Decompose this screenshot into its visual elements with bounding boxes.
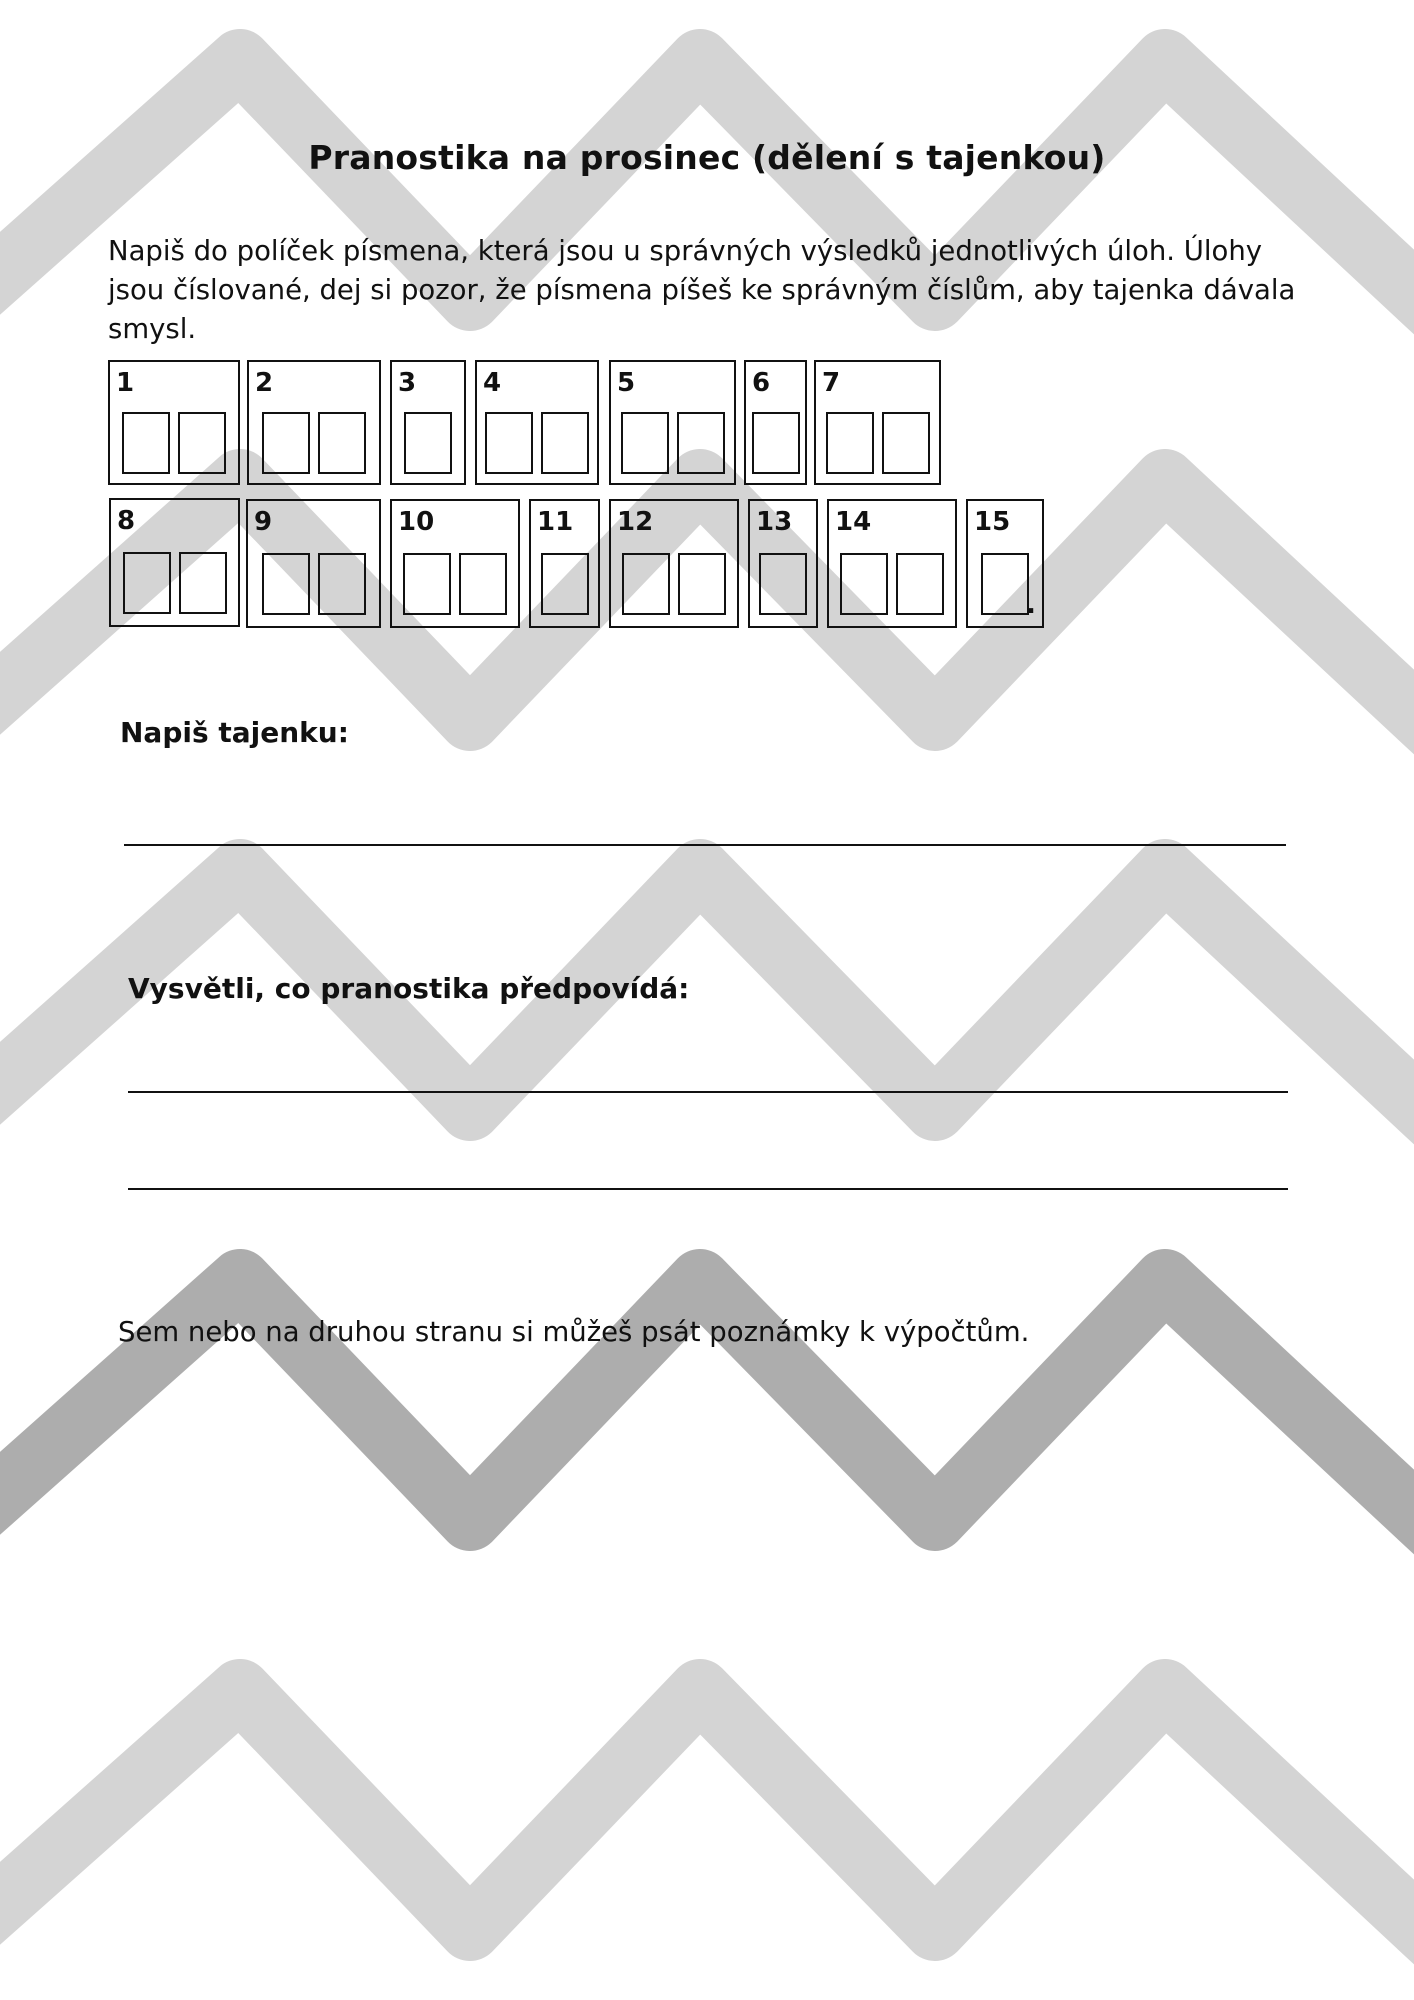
puzzle-cell-number: 3 (398, 368, 417, 398)
puzzle-cell-number: 13 (756, 507, 793, 537)
letter-box[interactable] (403, 553, 451, 615)
puzzle-cell-number: 4 (483, 368, 502, 398)
letter-box[interactable] (318, 553, 366, 615)
puzzle-cell-7 (814, 360, 941, 485)
secret-label: Napiš tajenku: (120, 716, 349, 749)
puzzle-cell-3 (390, 360, 466, 485)
puzzle-cell-number: 8 (117, 506, 136, 536)
letter-box[interactable] (759, 553, 807, 615)
letter-box[interactable] (179, 552, 227, 614)
letter-box[interactable] (485, 412, 533, 474)
puzzle-cell-1 (108, 360, 240, 485)
explain-answer-line-2[interactable] (128, 1188, 1288, 1190)
letter-box[interactable] (318, 412, 366, 474)
letter-box[interactable] (622, 553, 670, 615)
letter-box[interactable] (677, 412, 725, 474)
explain-answer-line-1[interactable] (128, 1091, 1288, 1093)
puzzle-cell-number: 2 (255, 368, 274, 398)
letter-box[interactable] (262, 412, 310, 474)
instructions-text: Napiš do políček písmena, která jsou u správných výsledků jednotlivých úloh. Úlohy jsou číslované, dej si pozor, že písmena píšeš ke správným číslům, aby tajenka dávala smysl. (108, 235, 1296, 345)
letter-box[interactable] (882, 412, 930, 474)
puzzle-cell-13 (748, 499, 818, 628)
letter-box[interactable] (896, 553, 944, 615)
puzzle-cell-number: 15 (974, 507, 1011, 537)
puzzle-cell-12 (609, 499, 739, 628)
puzzle-cell-11 (529, 499, 600, 628)
puzzle-cell-number: 5 (617, 368, 636, 398)
puzzle-cell-number: 12 (617, 507, 654, 537)
puzzle-cell-8 (109, 498, 240, 627)
puzzle-cell-number: 11 (537, 507, 574, 537)
puzzle-cell-number: 6 (752, 368, 771, 398)
letter-box[interactable] (262, 553, 310, 615)
puzzle-cell-4 (475, 360, 599, 485)
puzzle-cell-number: 14 (835, 507, 872, 537)
notes-text: Sem nebo na druhou stranu si můžeš psát poznámky k výpočtům. (118, 1316, 1030, 1348)
puzzle-cell-9 (246, 499, 381, 628)
zigzag-band-5 (0, 1690, 1414, 1950)
letter-box[interactable] (752, 412, 800, 474)
letter-box[interactable] (621, 412, 669, 474)
letter-box[interactable] (981, 553, 1029, 615)
letter-box[interactable] (826, 412, 874, 474)
letter-box[interactable] (678, 553, 726, 615)
page-title: Pranostika na prosinec (dělení s tajenkou) (308, 138, 1106, 177)
letter-box[interactable] (459, 553, 507, 615)
puzzle-cell-6 (744, 360, 807, 485)
puzzle-cell-5 (609, 360, 736, 485)
puzzle-cell-10 (390, 499, 520, 628)
puzzle-grid (0, 0, 1414, 700)
puzzle-cell-number: 10 (398, 507, 435, 537)
puzzle-cell-number: 1 (116, 368, 135, 398)
explain-label: Vysvětli, co pranostika předpovídá: (128, 972, 690, 1005)
letter-box[interactable] (123, 552, 171, 614)
puzzle-cell-number: 9 (254, 507, 273, 537)
letter-box[interactable] (122, 412, 170, 474)
letter-box[interactable] (178, 412, 226, 474)
puzzle-cell-number: 7 (822, 368, 841, 398)
letter-box[interactable] (541, 553, 589, 615)
puzzle-cell-2 (247, 360, 381, 485)
letter-box[interactable] (541, 412, 589, 474)
secret-answer-line[interactable] (124, 844, 1286, 846)
end-period: . (1026, 590, 1036, 620)
letter-box[interactable] (404, 412, 452, 474)
letter-box[interactable] (840, 553, 888, 615)
puzzle-cell-14 (827, 499, 957, 628)
